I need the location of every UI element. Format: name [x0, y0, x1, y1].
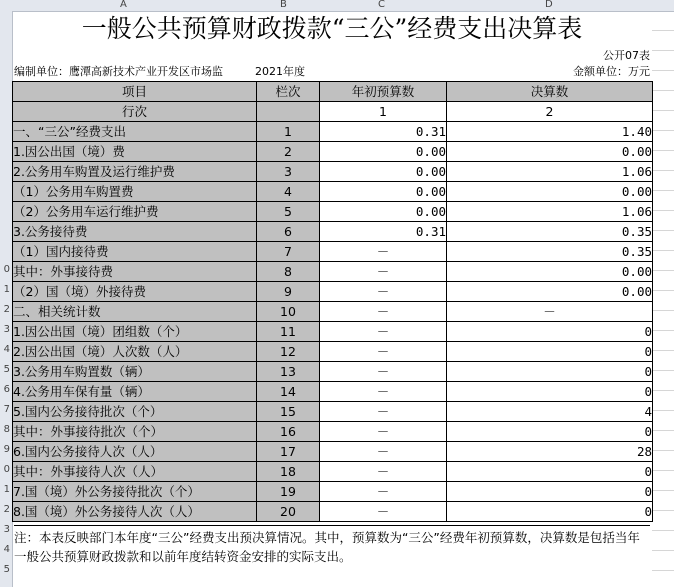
item-cell[interactable]: 2.因公出国（境）人次数（人）	[13, 342, 257, 362]
header-final[interactable]: 决算数	[447, 82, 653, 102]
table-row	[13, 462, 653, 482]
header-row	[13, 82, 653, 102]
fiscal-year: 2021年度	[255, 65, 305, 78]
table-row	[13, 422, 653, 442]
final-cell[interactable]: 0	[447, 482, 653, 502]
row-number[interactable]: 2	[3, 304, 10, 315]
budget-cell[interactable]: －	[320, 322, 447, 342]
budget-cell[interactable]: 0.00	[320, 162, 447, 182]
budget-cell[interactable]: 0.00	[320, 202, 447, 222]
table-row	[13, 122, 653, 142]
table-row	[13, 162, 653, 182]
budget-cell[interactable]: －	[320, 442, 447, 462]
row-number[interactable]: 8	[3, 424, 10, 435]
row-number[interactable]: 7	[3, 404, 10, 415]
empty-grid-area[interactable]	[652, 11, 674, 587]
final-cell[interactable]: 0	[447, 462, 653, 482]
budget-cell[interactable]: －	[320, 502, 447, 522]
footnote: 注：本表反映部门本年度“三公”经费支出预决算情况。其中，预算数为“三公”经费年初预算数，决算数是包括当年一般公共预算财政拨款和以前年度结转资金安排的实际支出。	[14, 525, 650, 566]
budget-cell[interactable]: －	[320, 282, 447, 302]
line-number-cell[interactable]: 7	[257, 242, 320, 262]
final-cell[interactable]: 0	[447, 362, 653, 382]
budget-cell[interactable]: －	[320, 242, 447, 262]
table-row	[13, 282, 653, 302]
item-cell[interactable]: 一、“三公”经费支出	[13, 122, 257, 142]
final-cell[interactable]: 0	[447, 502, 653, 522]
budget-cell[interactable]: －	[320, 302, 447, 322]
item-cell[interactable]: 其中：外事接待人次（人）	[13, 462, 257, 482]
final-cell[interactable]: 0	[447, 342, 653, 362]
final-cell[interactable]: 0	[447, 382, 653, 402]
final-cell[interactable]: 1.06	[447, 202, 653, 222]
table-id: 公开07表	[603, 49, 650, 62]
line-number-cell[interactable]: 6	[257, 222, 320, 242]
row-number[interactable]: 9	[3, 444, 10, 455]
item-cell[interactable]: 3.公务接待费	[13, 222, 257, 242]
item-cell[interactable]: （1）国内接待费	[13, 242, 257, 262]
line-number-cell[interactable]: 10	[257, 302, 320, 322]
item-cell[interactable]: 5.国内公务接待批次（个）	[13, 402, 257, 422]
final-cell[interactable]: 0.35	[447, 242, 653, 262]
line-number-cell[interactable]: 15	[257, 402, 320, 422]
line-number-cell[interactable]: 19	[257, 482, 320, 502]
item-cell[interactable]: 2.公务用车购置及运行维护费	[13, 162, 257, 182]
header-budget-col[interactable]: 1	[320, 102, 447, 122]
final-cell[interactable]: 0.00	[447, 282, 653, 302]
header-final-col[interactable]: 2	[447, 102, 653, 122]
table-row	[13, 302, 653, 322]
line-number-cell[interactable]: 4	[257, 182, 320, 202]
item-cell[interactable]: 3.公务用车购置数（辆）	[13, 362, 257, 382]
row-number[interactable]: 3	[3, 324, 10, 335]
line-number-cell[interactable]: 11	[257, 322, 320, 342]
line-number-cell[interactable]: 1	[257, 122, 320, 142]
column-c-header[interactable]: C	[378, 0, 385, 10]
amount-unit: 金额单位：万元	[573, 65, 650, 78]
column-a-header[interactable]: A	[120, 0, 127, 10]
row-number[interactable]: 0	[3, 264, 10, 275]
row-number[interactable]: 1	[3, 484, 10, 495]
row-number[interactable]: 4	[3, 544, 10, 555]
budget-cell[interactable]: －	[320, 342, 447, 362]
budget-cell[interactable]: 0.31	[320, 222, 447, 242]
sequence-row	[13, 102, 653, 122]
table-row	[13, 182, 653, 202]
line-number-cell[interactable]: 12	[257, 342, 320, 362]
line-number-cell[interactable]: 3	[257, 162, 320, 182]
item-cell[interactable]: 6.国内公务接待人次（人）	[13, 442, 257, 462]
item-cell[interactable]: 1.因公出国（境）团组数（个）	[13, 322, 257, 342]
item-cell[interactable]: （1）公务用车购置费	[13, 182, 257, 202]
budget-cell[interactable]: －	[320, 422, 447, 442]
row-number[interactable]: 5	[3, 564, 10, 575]
item-cell[interactable]: （2）国（境）外接待费	[13, 282, 257, 302]
final-cell[interactable]: 0.35	[447, 222, 653, 242]
line-number-cell[interactable]: 17	[257, 442, 320, 462]
item-cell[interactable]: （2）公务用车运行维护费	[13, 202, 257, 222]
header-item[interactable]: 项目	[13, 82, 257, 102]
header-seq-label[interactable]: 行次	[13, 102, 257, 122]
item-cell[interactable]: 8.国（境）外公务接待人次（人）	[13, 502, 257, 522]
row-number[interactable]: 6	[3, 384, 10, 395]
row-number[interactable]: 4	[3, 344, 10, 355]
item-cell[interactable]: 1.因公出国（境）费	[13, 142, 257, 162]
table-row	[13, 402, 653, 422]
line-number-cell[interactable]: 20	[257, 502, 320, 522]
final-cell[interactable]: 0.00	[447, 182, 653, 202]
budget-cell[interactable]: 0.00	[320, 182, 447, 202]
table-row	[13, 222, 653, 242]
line-number-cell[interactable]: 18	[257, 462, 320, 482]
header-seq-blank[interactable]	[257, 102, 320, 122]
table-row	[13, 362, 653, 382]
final-cell[interactable]: 0	[447, 322, 653, 342]
final-cell[interactable]: 28	[447, 442, 653, 462]
table-row	[13, 342, 653, 362]
final-cell[interactable]: 0.00	[447, 262, 653, 282]
line-number-cell[interactable]: 8	[257, 262, 320, 282]
final-cell[interactable]: 1.40	[447, 122, 653, 142]
final-cell[interactable]: 4	[447, 402, 653, 422]
row-number[interactable]: 2	[3, 504, 10, 515]
item-cell[interactable]: 二、相关统计数	[13, 302, 257, 322]
compiler-unit: 编制单位：鹰潭高新技术产业开发区市场监	[14, 65, 223, 78]
line-number-cell[interactable]: 5	[257, 202, 320, 222]
item-cell[interactable]: 4.公务用车保有量（辆）	[13, 382, 257, 402]
table-row	[13, 482, 653, 502]
table-row	[13, 142, 653, 162]
item-cell[interactable]: 其中：外事接待批次（个）	[13, 422, 257, 442]
table-row	[13, 382, 653, 402]
budget-cell[interactable]: －	[320, 482, 447, 502]
budget-cell[interactable]: 0.31	[320, 122, 447, 142]
final-cell[interactable]: 1.06	[447, 162, 653, 182]
line-number-cell[interactable]: 9	[257, 282, 320, 302]
header-line[interactable]: 栏次	[257, 82, 320, 102]
budget-cell[interactable]: 0.00	[320, 142, 447, 162]
table-row	[13, 322, 653, 342]
table-row	[13, 442, 653, 462]
final-cell[interactable]: －	[447, 302, 653, 322]
table-row	[13, 262, 653, 282]
table-row	[13, 502, 653, 522]
budget-cell[interactable]: －	[320, 462, 447, 482]
budget-cell[interactable]: －	[320, 362, 447, 382]
final-cell[interactable]: 0	[447, 422, 653, 442]
page-title: 一般公共预算财政拨款“三公”经费支出决算表	[81, 14, 583, 43]
expenditure-table	[12, 81, 653, 522]
column-d-header[interactable]: D	[545, 0, 553, 10]
row-number[interactable]: 5	[3, 364, 10, 375]
final-cell[interactable]: 0.00	[447, 142, 653, 162]
table-row	[13, 202, 653, 222]
line-number-cell[interactable]: 13	[257, 362, 320, 382]
column-b-header[interactable]: B	[280, 0, 287, 10]
budget-cell[interactable]: －	[320, 262, 447, 282]
budget-cell[interactable]: －	[320, 402, 447, 422]
header-budget[interactable]: 年初预算数	[320, 82, 447, 102]
line-number-cell[interactable]: 2	[257, 142, 320, 162]
line-number-cell[interactable]: 16	[257, 422, 320, 442]
line-number-cell[interactable]: 14	[257, 382, 320, 402]
item-cell[interactable]: 其中：外事接待费	[13, 262, 257, 282]
row-number[interactable]: 1	[3, 284, 10, 295]
item-cell[interactable]: 7.国（境）外公务接待批次（个）	[13, 482, 257, 502]
table-row	[13, 242, 653, 262]
row-number[interactable]: 0	[3, 464, 10, 475]
row-number[interactable]: 3	[3, 524, 10, 535]
budget-cell[interactable]: －	[320, 382, 447, 402]
